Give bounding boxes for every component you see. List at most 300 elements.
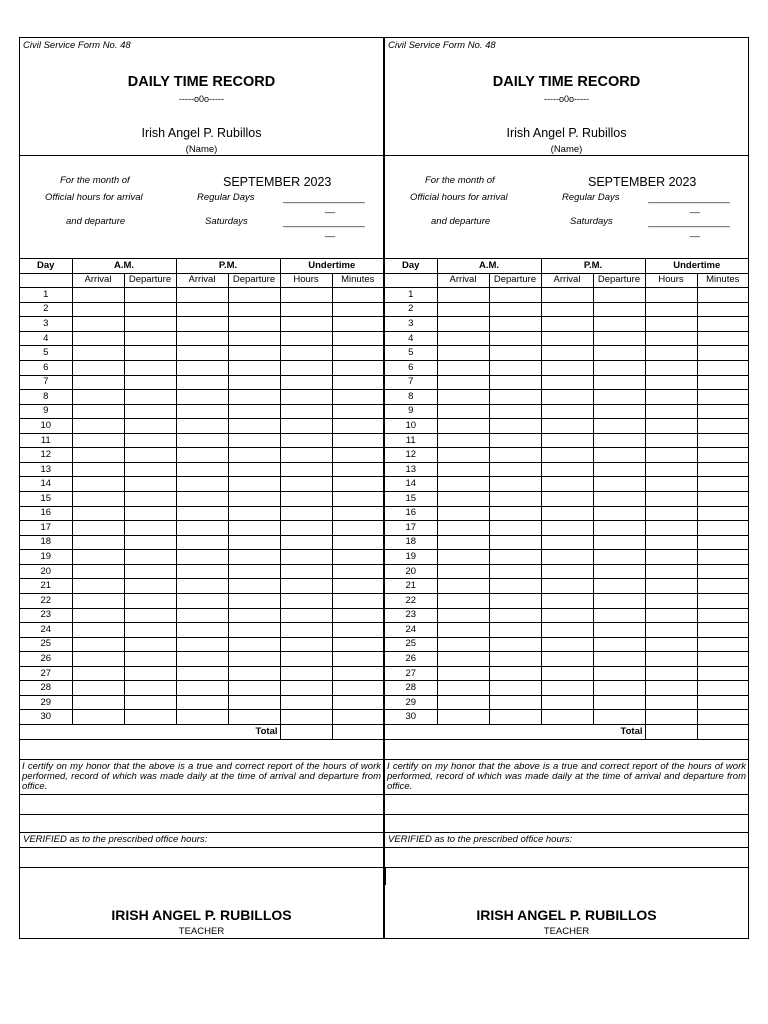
undertime-hours-cell[interactable] [645, 375, 697, 390]
am-departure-cell[interactable] [489, 288, 541, 303]
am-departure-cell[interactable] [124, 521, 176, 536]
pm-departure-cell[interactable] [593, 433, 645, 448]
pm-arrival-cell[interactable] [541, 317, 593, 332]
pm-departure-cell[interactable] [593, 593, 645, 608]
am-departure-cell[interactable] [489, 637, 541, 652]
undertime-minutes-cell[interactable] [697, 681, 748, 696]
am-departure-cell[interactable] [489, 346, 541, 361]
pm-departure-cell[interactable] [593, 710, 645, 725]
undertime-hours-cell[interactable] [645, 637, 697, 652]
undertime-minutes-cell[interactable] [332, 492, 383, 507]
am-arrival-cell[interactable] [437, 535, 489, 550]
undertime-hours-cell[interactable] [280, 433, 332, 448]
pm-departure-cell[interactable] [593, 637, 645, 652]
undertime-hours-cell[interactable] [645, 550, 697, 565]
pm-departure-cell[interactable] [593, 550, 645, 565]
am-arrival-cell[interactable] [437, 579, 489, 594]
pm-arrival-cell[interactable] [541, 390, 593, 405]
am-departure-cell[interactable] [124, 404, 176, 419]
am-departure-cell[interactable] [489, 477, 541, 492]
pm-arrival-cell[interactable] [541, 375, 593, 390]
am-arrival-cell[interactable] [437, 506, 489, 521]
am-arrival-cell[interactable] [72, 302, 124, 317]
undertime-hours-cell[interactable] [280, 637, 332, 652]
pm-departure-cell[interactable] [593, 579, 645, 594]
undertime-hours-cell[interactable] [280, 477, 332, 492]
undertime-minutes-cell[interactable] [697, 579, 748, 594]
undertime-hours-cell[interactable] [645, 535, 697, 550]
pm-departure-cell[interactable] [593, 404, 645, 419]
undertime-hours-cell[interactable] [280, 623, 332, 638]
am-departure-cell[interactable] [489, 331, 541, 346]
pm-arrival-cell[interactable] [176, 360, 228, 375]
undertime-hours-cell[interactable] [645, 288, 697, 303]
total-minutes-cell[interactable] [332, 725, 383, 740]
undertime-hours-cell[interactable] [645, 346, 697, 361]
pm-departure-cell[interactable] [593, 564, 645, 579]
am-arrival-cell[interactable] [72, 477, 124, 492]
pm-departure-cell[interactable] [228, 477, 280, 492]
am-departure-cell[interactable] [124, 419, 176, 434]
undertime-hours-cell[interactable] [280, 652, 332, 667]
undertime-hours-cell[interactable] [280, 550, 332, 565]
am-arrival-cell[interactable] [72, 710, 124, 725]
am-arrival-cell[interactable] [437, 462, 489, 477]
undertime-minutes-cell[interactable] [332, 695, 383, 710]
pm-arrival-cell[interactable] [541, 608, 593, 623]
undertime-minutes-cell[interactable] [332, 623, 383, 638]
am-arrival-cell[interactable] [72, 448, 124, 463]
undertime-hours-cell[interactable] [645, 419, 697, 434]
pm-departure-cell[interactable] [593, 360, 645, 375]
am-departure-cell[interactable] [489, 492, 541, 507]
am-arrival-cell[interactable] [72, 317, 124, 332]
am-arrival-cell[interactable] [437, 521, 489, 536]
am-arrival-cell[interactable] [437, 302, 489, 317]
undertime-minutes-cell[interactable] [697, 506, 748, 521]
pm-departure-cell[interactable] [228, 404, 280, 419]
pm-departure-cell[interactable] [593, 652, 645, 667]
undertime-hours-cell[interactable] [645, 404, 697, 419]
undertime-minutes-cell[interactable] [697, 360, 748, 375]
am-arrival-cell[interactable] [437, 477, 489, 492]
undertime-hours-cell[interactable] [280, 666, 332, 681]
pm-arrival-cell[interactable] [176, 550, 228, 565]
am-arrival-cell[interactable] [437, 419, 489, 434]
undertime-minutes-cell[interactable] [332, 302, 383, 317]
undertime-hours-cell[interactable] [280, 608, 332, 623]
pm-departure-cell[interactable] [593, 477, 645, 492]
undertime-hours-cell[interactable] [280, 492, 332, 507]
am-departure-cell[interactable] [489, 506, 541, 521]
pm-departure-cell[interactable] [228, 331, 280, 346]
pm-arrival-cell[interactable] [541, 331, 593, 346]
pm-departure-cell[interactable] [228, 623, 280, 638]
am-departure-cell[interactable] [124, 317, 176, 332]
am-departure-cell[interactable] [489, 448, 541, 463]
undertime-hours-cell[interactable] [645, 302, 697, 317]
undertime-minutes-cell[interactable] [697, 288, 748, 303]
pm-arrival-cell[interactable] [176, 477, 228, 492]
pm-departure-cell[interactable] [228, 433, 280, 448]
am-arrival-cell[interactable] [437, 623, 489, 638]
pm-arrival-cell[interactable] [176, 521, 228, 536]
am-arrival-cell[interactable] [437, 695, 489, 710]
pm-arrival-cell[interactable] [541, 652, 593, 667]
pm-departure-cell[interactable] [593, 521, 645, 536]
undertime-hours-cell[interactable] [645, 331, 697, 346]
undertime-minutes-cell[interactable] [697, 477, 748, 492]
am-departure-cell[interactable] [124, 360, 176, 375]
pm-departure-cell[interactable] [228, 288, 280, 303]
am-departure-cell[interactable] [124, 710, 176, 725]
undertime-minutes-cell[interactable] [332, 506, 383, 521]
am-departure-cell[interactable] [489, 710, 541, 725]
am-departure-cell[interactable] [124, 666, 176, 681]
pm-arrival-cell[interactable] [541, 637, 593, 652]
undertime-minutes-cell[interactable] [697, 593, 748, 608]
pm-arrival-cell[interactable] [176, 492, 228, 507]
undertime-hours-cell[interactable] [645, 462, 697, 477]
pm-arrival-cell[interactable] [541, 448, 593, 463]
pm-arrival-cell[interactable] [176, 695, 228, 710]
undertime-minutes-cell[interactable] [332, 433, 383, 448]
undertime-minutes-cell[interactable] [332, 404, 383, 419]
pm-departure-cell[interactable] [228, 346, 280, 361]
pm-arrival-cell[interactable] [541, 477, 593, 492]
undertime-minutes-cell[interactable] [332, 521, 383, 536]
undertime-hours-cell[interactable] [645, 579, 697, 594]
undertime-minutes-cell[interactable] [332, 346, 383, 361]
am-arrival-cell[interactable] [437, 652, 489, 667]
pm-departure-cell[interactable] [593, 608, 645, 623]
pm-arrival-cell[interactable] [176, 346, 228, 361]
pm-arrival-cell[interactable] [541, 535, 593, 550]
undertime-hours-cell[interactable] [280, 288, 332, 303]
undertime-minutes-cell[interactable] [332, 608, 383, 623]
am-arrival-cell[interactable] [72, 681, 124, 696]
am-arrival-cell[interactable] [72, 492, 124, 507]
pm-arrival-cell[interactable] [541, 419, 593, 434]
undertime-minutes-cell[interactable] [332, 288, 383, 303]
am-arrival-cell[interactable] [72, 346, 124, 361]
regular-days-field[interactable]: _________________ [283, 193, 365, 204]
undertime-hours-cell[interactable] [280, 360, 332, 375]
pm-departure-cell[interactable] [228, 462, 280, 477]
am-arrival-cell[interactable] [72, 579, 124, 594]
pm-departure-cell[interactable] [593, 623, 645, 638]
undertime-hours-cell[interactable] [280, 521, 332, 536]
pm-departure-cell[interactable] [228, 637, 280, 652]
am-departure-cell[interactable] [489, 608, 541, 623]
am-arrival-cell[interactable] [72, 623, 124, 638]
undertime-minutes-cell[interactable] [332, 375, 383, 390]
am-departure-cell[interactable] [124, 375, 176, 390]
am-departure-cell[interactable] [489, 433, 541, 448]
am-arrival-cell[interactable] [72, 637, 124, 652]
undertime-minutes-cell[interactable] [697, 346, 748, 361]
undertime-hours-cell[interactable] [645, 521, 697, 536]
undertime-hours-cell[interactable] [280, 419, 332, 434]
pm-arrival-cell[interactable] [176, 710, 228, 725]
total-hours-cell[interactable] [645, 725, 697, 740]
undertime-hours-cell[interactable] [645, 360, 697, 375]
am-arrival-cell[interactable] [437, 390, 489, 405]
total-hours-cell[interactable] [280, 725, 332, 740]
am-arrival-cell[interactable] [72, 550, 124, 565]
undertime-hours-cell[interactable] [280, 375, 332, 390]
am-departure-cell[interactable] [124, 637, 176, 652]
undertime-hours-cell[interactable] [645, 492, 697, 507]
am-arrival-cell[interactable] [72, 695, 124, 710]
undertime-minutes-cell[interactable] [697, 695, 748, 710]
pm-arrival-cell[interactable] [176, 681, 228, 696]
undertime-minutes-cell[interactable] [332, 360, 383, 375]
undertime-minutes-cell[interactable] [697, 331, 748, 346]
undertime-minutes-cell[interactable] [697, 492, 748, 507]
am-departure-cell[interactable] [124, 623, 176, 638]
am-departure-cell[interactable] [124, 579, 176, 594]
undertime-hours-cell[interactable] [645, 623, 697, 638]
am-departure-cell[interactable] [124, 288, 176, 303]
pm-departure-cell[interactable] [228, 317, 280, 332]
pm-arrival-cell[interactable] [176, 390, 228, 405]
pm-departure-cell[interactable] [228, 608, 280, 623]
undertime-hours-cell[interactable] [280, 710, 332, 725]
undertime-hours-cell[interactable] [280, 564, 332, 579]
total-minutes-cell[interactable] [697, 725, 748, 740]
am-departure-cell[interactable] [124, 652, 176, 667]
undertime-hours-cell[interactable] [645, 433, 697, 448]
undertime-minutes-cell[interactable] [697, 535, 748, 550]
undertime-minutes-cell[interactable] [697, 564, 748, 579]
undertime-minutes-cell[interactable] [697, 608, 748, 623]
undertime-hours-cell[interactable] [280, 331, 332, 346]
am-departure-cell[interactable] [124, 695, 176, 710]
pm-arrival-cell[interactable] [176, 302, 228, 317]
undertime-minutes-cell[interactable] [697, 433, 748, 448]
am-arrival-cell[interactable] [72, 288, 124, 303]
undertime-hours-cell[interactable] [280, 462, 332, 477]
undertime-hours-cell[interactable] [645, 317, 697, 332]
pm-departure-cell[interactable] [228, 710, 280, 725]
am-departure-cell[interactable] [489, 521, 541, 536]
undertime-minutes-cell[interactable] [332, 681, 383, 696]
undertime-hours-cell[interactable] [645, 477, 697, 492]
pm-arrival-cell[interactable] [176, 666, 228, 681]
pm-arrival-cell[interactable] [176, 623, 228, 638]
pm-arrival-cell[interactable] [176, 404, 228, 419]
am-departure-cell[interactable] [489, 579, 541, 594]
regular-days-field[interactable]: _________________ [648, 193, 730, 204]
am-arrival-cell[interactable] [437, 317, 489, 332]
am-arrival-cell[interactable] [72, 433, 124, 448]
undertime-hours-cell[interactable] [280, 302, 332, 317]
am-arrival-cell[interactable] [72, 564, 124, 579]
pm-arrival-cell[interactable] [176, 317, 228, 332]
undertime-minutes-cell[interactable] [332, 448, 383, 463]
pm-departure-cell[interactable] [228, 419, 280, 434]
am-departure-cell[interactable] [489, 535, 541, 550]
employee-name[interactable]: Irish Angel P. Rubillos [141, 126, 262, 140]
saturdays-field[interactable]: _________________ [648, 217, 730, 228]
pm-departure-cell[interactable] [593, 317, 645, 332]
pm-departure-cell[interactable] [593, 375, 645, 390]
am-arrival-cell[interactable] [437, 593, 489, 608]
pm-departure-cell[interactable] [228, 360, 280, 375]
am-departure-cell[interactable] [489, 390, 541, 405]
pm-departure-cell[interactable] [228, 302, 280, 317]
am-arrival-cell[interactable] [72, 390, 124, 405]
am-departure-cell[interactable] [124, 346, 176, 361]
pm-departure-cell[interactable] [228, 593, 280, 608]
am-arrival-cell[interactable] [437, 448, 489, 463]
month-value[interactable]: SEPTEMBER 2023 [588, 175, 697, 189]
pm-arrival-cell[interactable] [541, 462, 593, 477]
undertime-hours-cell[interactable] [280, 346, 332, 361]
am-arrival-cell[interactable] [437, 608, 489, 623]
undertime-minutes-cell[interactable] [697, 521, 748, 536]
saturdays-field[interactable]: _________________ [283, 217, 365, 228]
pm-departure-cell[interactable] [228, 390, 280, 405]
am-departure-cell[interactable] [489, 404, 541, 419]
pm-departure-cell[interactable] [593, 506, 645, 521]
pm-arrival-cell[interactable] [176, 288, 228, 303]
am-departure-cell[interactable] [124, 477, 176, 492]
undertime-minutes-cell[interactable] [697, 550, 748, 565]
undertime-minutes-cell[interactable] [697, 419, 748, 434]
pm-arrival-cell[interactable] [541, 550, 593, 565]
pm-arrival-cell[interactable] [176, 448, 228, 463]
undertime-minutes-cell[interactable] [697, 637, 748, 652]
am-departure-cell[interactable] [124, 535, 176, 550]
pm-departure-cell[interactable] [228, 652, 280, 667]
am-arrival-cell[interactable] [437, 360, 489, 375]
undertime-minutes-cell[interactable] [332, 535, 383, 550]
undertime-minutes-cell[interactable] [332, 710, 383, 725]
am-departure-cell[interactable] [124, 390, 176, 405]
undertime-hours-cell[interactable] [645, 681, 697, 696]
pm-arrival-cell[interactable] [541, 695, 593, 710]
pm-departure-cell[interactable] [593, 681, 645, 696]
pm-departure-cell[interactable] [593, 535, 645, 550]
am-departure-cell[interactable] [489, 462, 541, 477]
pm-departure-cell[interactable] [593, 346, 645, 361]
am-arrival-cell[interactable] [437, 710, 489, 725]
am-arrival-cell[interactable] [437, 492, 489, 507]
am-arrival-cell[interactable] [72, 506, 124, 521]
undertime-minutes-cell[interactable] [332, 593, 383, 608]
pm-arrival-cell[interactable] [541, 404, 593, 419]
undertime-minutes-cell[interactable] [332, 564, 383, 579]
undertime-minutes-cell[interactable] [697, 302, 748, 317]
pm-departure-cell[interactable] [228, 550, 280, 565]
pm-departure-cell[interactable] [228, 506, 280, 521]
pm-arrival-cell[interactable] [176, 535, 228, 550]
am-departure-cell[interactable] [489, 419, 541, 434]
pm-arrival-cell[interactable] [541, 521, 593, 536]
month-value[interactable]: SEPTEMBER 2023 [223, 175, 332, 189]
am-departure-cell[interactable] [124, 681, 176, 696]
undertime-minutes-cell[interactable] [697, 462, 748, 477]
pm-departure-cell[interactable] [593, 288, 645, 303]
pm-departure-cell[interactable] [593, 492, 645, 507]
undertime-hours-cell[interactable] [280, 317, 332, 332]
undertime-minutes-cell[interactable] [697, 404, 748, 419]
am-departure-cell[interactable] [124, 492, 176, 507]
pm-departure-cell[interactable] [228, 448, 280, 463]
pm-arrival-cell[interactable] [176, 506, 228, 521]
am-arrival-cell[interactable] [72, 652, 124, 667]
undertime-minutes-cell[interactable] [332, 317, 383, 332]
pm-arrival-cell[interactable] [541, 666, 593, 681]
pm-arrival-cell[interactable] [176, 419, 228, 434]
am-departure-cell[interactable] [124, 448, 176, 463]
am-arrival-cell[interactable] [437, 375, 489, 390]
pm-departure-cell[interactable] [228, 681, 280, 696]
am-arrival-cell[interactable] [72, 331, 124, 346]
pm-arrival-cell[interactable] [541, 492, 593, 507]
undertime-hours-cell[interactable] [280, 681, 332, 696]
am-arrival-cell[interactable] [72, 535, 124, 550]
undertime-minutes-cell[interactable] [332, 419, 383, 434]
undertime-hours-cell[interactable] [280, 579, 332, 594]
am-arrival-cell[interactable] [72, 666, 124, 681]
pm-arrival-cell[interactable] [176, 433, 228, 448]
undertime-minutes-cell[interactable] [332, 331, 383, 346]
undertime-minutes-cell[interactable] [697, 375, 748, 390]
undertime-hours-cell[interactable] [645, 710, 697, 725]
am-departure-cell[interactable] [489, 360, 541, 375]
am-departure-cell[interactable] [489, 666, 541, 681]
am-departure-cell[interactable] [489, 593, 541, 608]
pm-arrival-cell[interactable] [541, 681, 593, 696]
am-arrival-cell[interactable] [72, 419, 124, 434]
am-arrival-cell[interactable] [72, 462, 124, 477]
am-arrival-cell[interactable] [437, 331, 489, 346]
pm-departure-cell[interactable] [228, 666, 280, 681]
undertime-hours-cell[interactable] [645, 564, 697, 579]
pm-departure-cell[interactable] [228, 564, 280, 579]
am-departure-cell[interactable] [124, 506, 176, 521]
pm-arrival-cell[interactable] [541, 346, 593, 361]
pm-departure-cell[interactable] [228, 521, 280, 536]
am-departure-cell[interactable] [489, 317, 541, 332]
am-departure-cell[interactable] [124, 433, 176, 448]
am-arrival-cell[interactable] [72, 375, 124, 390]
pm-arrival-cell[interactable] [541, 302, 593, 317]
undertime-hours-cell[interactable] [280, 695, 332, 710]
pm-arrival-cell[interactable] [541, 360, 593, 375]
am-departure-cell[interactable] [124, 564, 176, 579]
undertime-hours-cell[interactable] [645, 666, 697, 681]
am-departure-cell[interactable] [124, 302, 176, 317]
pm-arrival-cell[interactable] [176, 593, 228, 608]
am-arrival-cell[interactable] [437, 550, 489, 565]
pm-departure-cell[interactable] [228, 375, 280, 390]
undertime-minutes-cell[interactable] [697, 317, 748, 332]
undertime-minutes-cell[interactable] [697, 652, 748, 667]
pm-arrival-cell[interactable] [176, 579, 228, 594]
pm-departure-cell[interactable] [228, 492, 280, 507]
am-arrival-cell[interactable] [72, 608, 124, 623]
am-departure-cell[interactable] [489, 550, 541, 565]
am-arrival-cell[interactable] [437, 433, 489, 448]
am-arrival-cell[interactable] [437, 666, 489, 681]
undertime-hours-cell[interactable] [645, 695, 697, 710]
am-departure-cell[interactable] [489, 623, 541, 638]
employee-name[interactable]: Irish Angel P. Rubillos [506, 126, 627, 140]
